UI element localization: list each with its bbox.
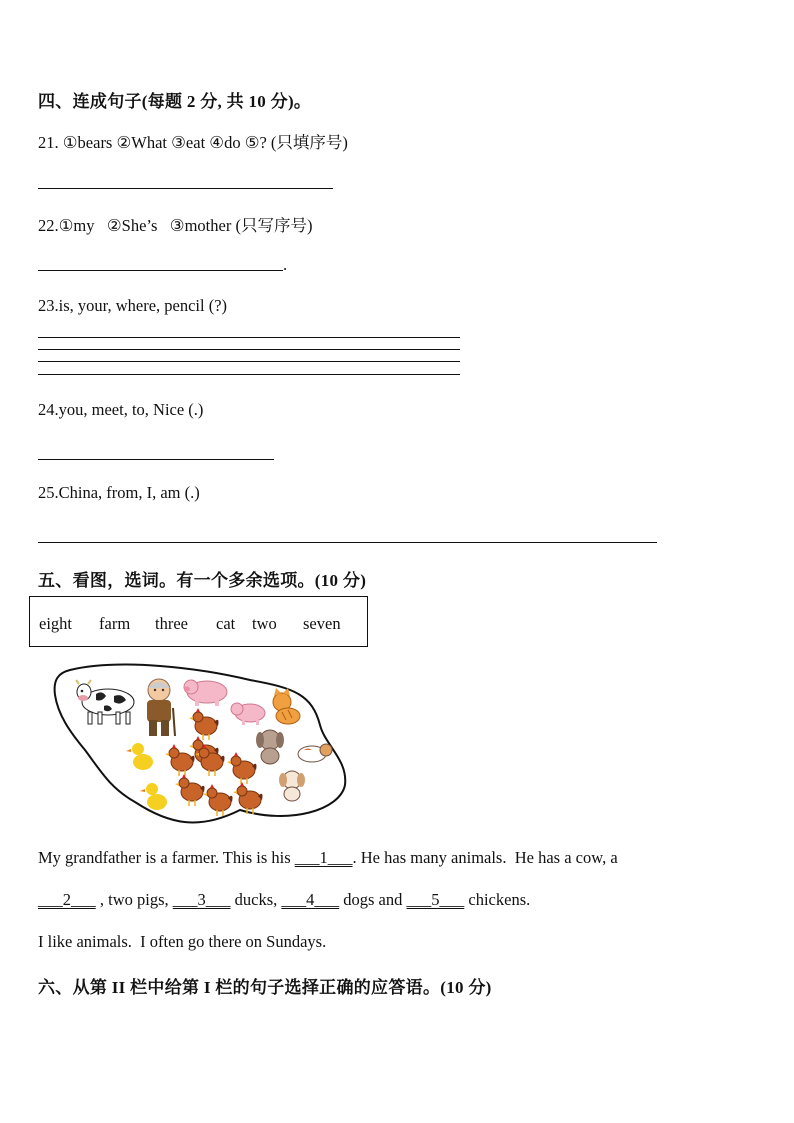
word-seven: seven — [303, 614, 341, 633]
passage-text: chickens. — [464, 890, 531, 909]
passage-text: , two pigs, — [95, 890, 173, 909]
word-eight: eight — [39, 614, 72, 633]
word-cat: cat — [216, 614, 236, 633]
question-23: 23.is, your, where, pencil (?) — [38, 296, 228, 315]
question-25: 25.China, from, I, am (.) — [38, 483, 200, 502]
section-4-heading: 四、连成句子(每题 2 分, 共 10 分)。 — [38, 92, 312, 111]
blank-3[interactable]: ___3___ — [172, 890, 231, 909]
blank-2[interactable]: ___2___ — [38, 890, 96, 909]
section-6-heading: 六、从第 II 栏中给第 I 栏的句子选择正确的应答语。(10 分) — [38, 978, 492, 997]
word-farm: farm — [99, 614, 131, 633]
blank-1[interactable]: ___1___ — [294, 848, 353, 867]
word-two: two — [252, 614, 277, 633]
answer-line-23d[interactable] — [38, 374, 460, 375]
word-bank-box — [29, 596, 368, 647]
answer-line-22[interactable] — [38, 270, 283, 271]
section-5-heading: 五、看图，选词。有一个多余选项。(10 分) — [38, 571, 367, 590]
question-22: 22.①my ②She’s ③mother (只写序号) — [38, 216, 313, 235]
passage-text: ducks, — [230, 890, 282, 909]
answer-line-23c[interactable] — [38, 361, 460, 362]
blank-5[interactable]: ___5___ — [406, 890, 465, 909]
answer-line-21[interactable] — [38, 188, 333, 189]
question-24: 24.you, meet, to, Nice (.) — [38, 400, 204, 419]
passage-line-1 — [38, 848, 618, 868]
question-21: 21. ①bears ②What ③eat ④do ⑤? (只填序号) — [38, 133, 348, 152]
answer-line-25[interactable] — [38, 542, 657, 543]
blank-4[interactable]: ___4___ — [281, 890, 340, 909]
answer-line-23b[interactable] — [38, 349, 460, 350]
passage-text: . He has many animals. He has a cow, a — [352, 848, 618, 867]
passage-text: My grandfather is a farmer. This is his — [38, 848, 295, 867]
passage-line-3: I like animals. I often go there on Sundays. — [38, 932, 327, 951]
passage-text: dogs and — [339, 890, 407, 909]
answer-line-23a[interactable] — [38, 337, 460, 338]
passage-line-2 — [38, 890, 530, 910]
word-three: three — [155, 614, 188, 633]
answer-line-24[interactable] — [38, 459, 274, 460]
question-22-period: . — [283, 255, 288, 274]
farm-picture — [50, 660, 350, 830]
